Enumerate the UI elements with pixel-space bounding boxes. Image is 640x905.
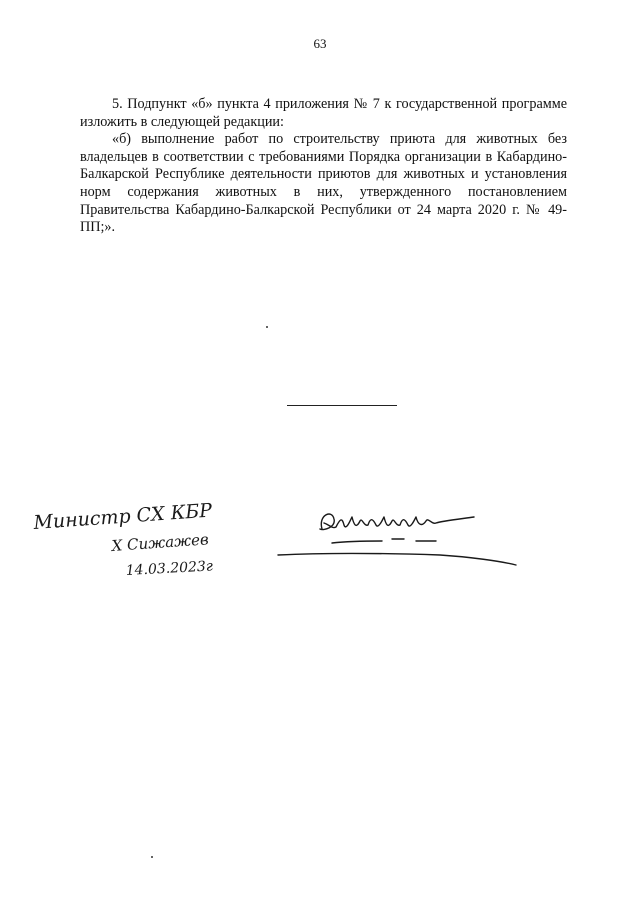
document-body [80, 96, 567, 237]
handwritten-note-line2: Х Сижажев [111, 530, 210, 555]
handwritten-approval [20, 495, 540, 595]
signature [278, 514, 516, 565]
paragraph-amendment-intro: 5. Подпункт «б» пункта 4 приложения № 7 к государственной программе изложить в следующей редакции: [80, 96, 567, 130]
handwritten-note-date: 14.03.2023г [125, 558, 214, 579]
stray-mark-bottom [151, 856, 153, 858]
stray-mark [266, 326, 268, 328]
paragraph-amendment-text: «б) выполнение работ по строительству приюта для животных без владельцев в соответствии с требованиями Порядка организации в Кабардино-Балкарской Республике деятельности приютов для животных и установления норм содержания животных в них, утвержденного постановлением Правительства Кабардино-Балкарской Республики от 24 марта 2020 г. № 49-ПП;». [80, 131, 567, 236]
handwritten-note-line1: Министр СХ КБР [32, 499, 213, 534]
end-separator-line [287, 405, 397, 406]
page-number: 63 [313, 36, 327, 51]
